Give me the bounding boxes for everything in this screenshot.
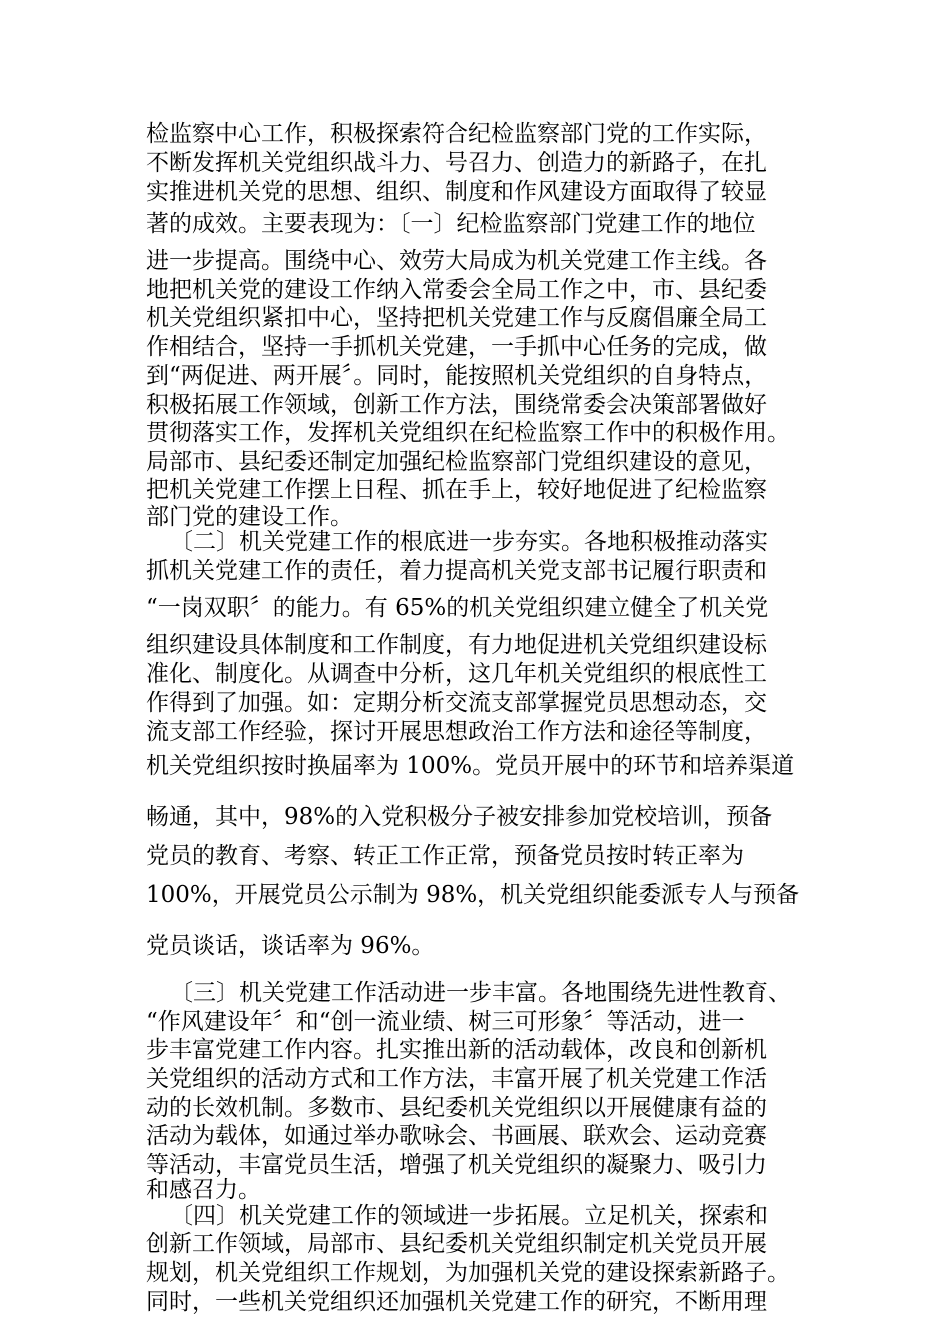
- text-line: 作得到了加强。如：定期分析交流支部掌握党员思想动态，交: [146, 690, 767, 716]
- text-line: 动的长效机制。多数市、县纪委机关党组织以开展健康有益的: [146, 1095, 767, 1121]
- text-line: 等活动，丰富党员生活，增强了机关党组织的凝聚力、吸引力: [146, 1152, 767, 1178]
- text-line: 流支部工作经验，探讨开展思想政治工作方法和途径等制度，: [146, 719, 767, 745]
- text-line: 党员谈话，谈话率为 96%。: [146, 933, 435, 959]
- text-line: 同时，一些机关党组织还加强机关党建工作的研究，不断用理: [146, 1289, 767, 1315]
- text-line: 抓机关党建工作的责任，着力提高机关党支部书记履行职责和: [146, 558, 767, 584]
- text-line: “作风建设年〞和“创一流业绩、树三可形象〞等活动，进一: [146, 1009, 745, 1035]
- text-line: 积极拓展工作领域，创新工作方法，围绕常委会决策部署做好: [146, 392, 767, 418]
- text-line: 组织建设具体制度和工作制度，有力地促进机关党组织建设标: [146, 632, 767, 658]
- text-line: 著的成效。主要表现为：〔一〕纪检监察部门党建工作的地位: [146, 211, 756, 237]
- paragraph-heading: 〔三〕机关党建工作活动进一步丰富。各地围绕先进性教育、: [170, 980, 791, 1006]
- text-line: 步丰富党建工作内容。扎实推出新的活动载体，改良和创新机: [146, 1037, 767, 1063]
- paragraph-heading: 〔四〕机关党建工作的领域进一步拓展。立足机关，探索和: [170, 1203, 768, 1229]
- text-line: 机关党组织按时换届率为 100%。党员开展中的环节和培养渠道: [146, 753, 795, 779]
- text-line: 不断发挥机关党组织战斗力、号召力、创造力的新路子，在扎: [146, 150, 767, 176]
- text-line: 检监察中心工作，积极探索符合纪检监察部门党的工作实际，: [146, 121, 767, 147]
- text-line: 作相结合，坚持一手抓机关党建，一手抓中心任务的完成，做: [146, 334, 767, 360]
- text-line: 创新工作领域，局部市、县纪委机关党组织制定机关党员开展: [146, 1231, 767, 1257]
- text-line: 实推进机关党的思想、组织、制度和作风建设方面取得了较显: [146, 179, 767, 205]
- text-line: 和感召力。: [146, 1177, 261, 1203]
- text-line: “一岗双职〞的能力。有 65%的机关党组织建立健全了机关党: [146, 595, 769, 621]
- paragraph-heading: 〔二〕机关党建工作的根底进一步夯实。各地积极推动落实: [170, 529, 768, 555]
- text-line: 进一步提高。围绕中心、效劳大局成为机关党建工作主线。各: [146, 248, 767, 274]
- text-line: 地把机关党的建设工作纳入常委会全局工作之中，市、县纪委: [146, 277, 767, 303]
- text-line: 畅通，其中，98%的入党积极分子被安排参加党校培训，预备: [146, 804, 773, 830]
- text-line: 贯彻落实工作，发挥机关党组织在纪检监察工作中的积极作用。: [146, 420, 790, 446]
- text-line: 局部市、县纪委还制定加强纪检监察部门党组织建设的意见，: [146, 449, 767, 475]
- text-line: 活动为载体，如通过举办歌咏会、书画展、联欢会、运动竞赛: [146, 1123, 767, 1149]
- text-line: 党员的教育、考察、转正工作正常，预备党员按时转正率为: [146, 843, 744, 869]
- text-line: 部门党的建设工作。: [146, 504, 353, 530]
- text-line: 把机关党建工作摆上日程、抓在手上，较好地促进了纪检监察: [146, 477, 767, 503]
- text-line: 关党组织的活动方式和工作方法，丰富开展了机关党建工作活: [146, 1066, 767, 1092]
- text-line: 100%，开展党员公示制为 98%，机关党组织能委派专人与预备: [146, 882, 800, 908]
- text-line: 准化、制度化。从调查中分析，这几年机关党组织的根底性工: [146, 661, 767, 687]
- text-line: 机关党组织紧扣中心，坚持把机关党建工作与反腐倡廉全局工: [146, 305, 767, 331]
- text-line: 规划，机关党组织工作规划，为加强机关党的建设探索新路子。: [146, 1260, 790, 1286]
- text-line: 到“两促进、两开展〞。同时，能按照机关党组织的自身特点，: [146, 363, 768, 389]
